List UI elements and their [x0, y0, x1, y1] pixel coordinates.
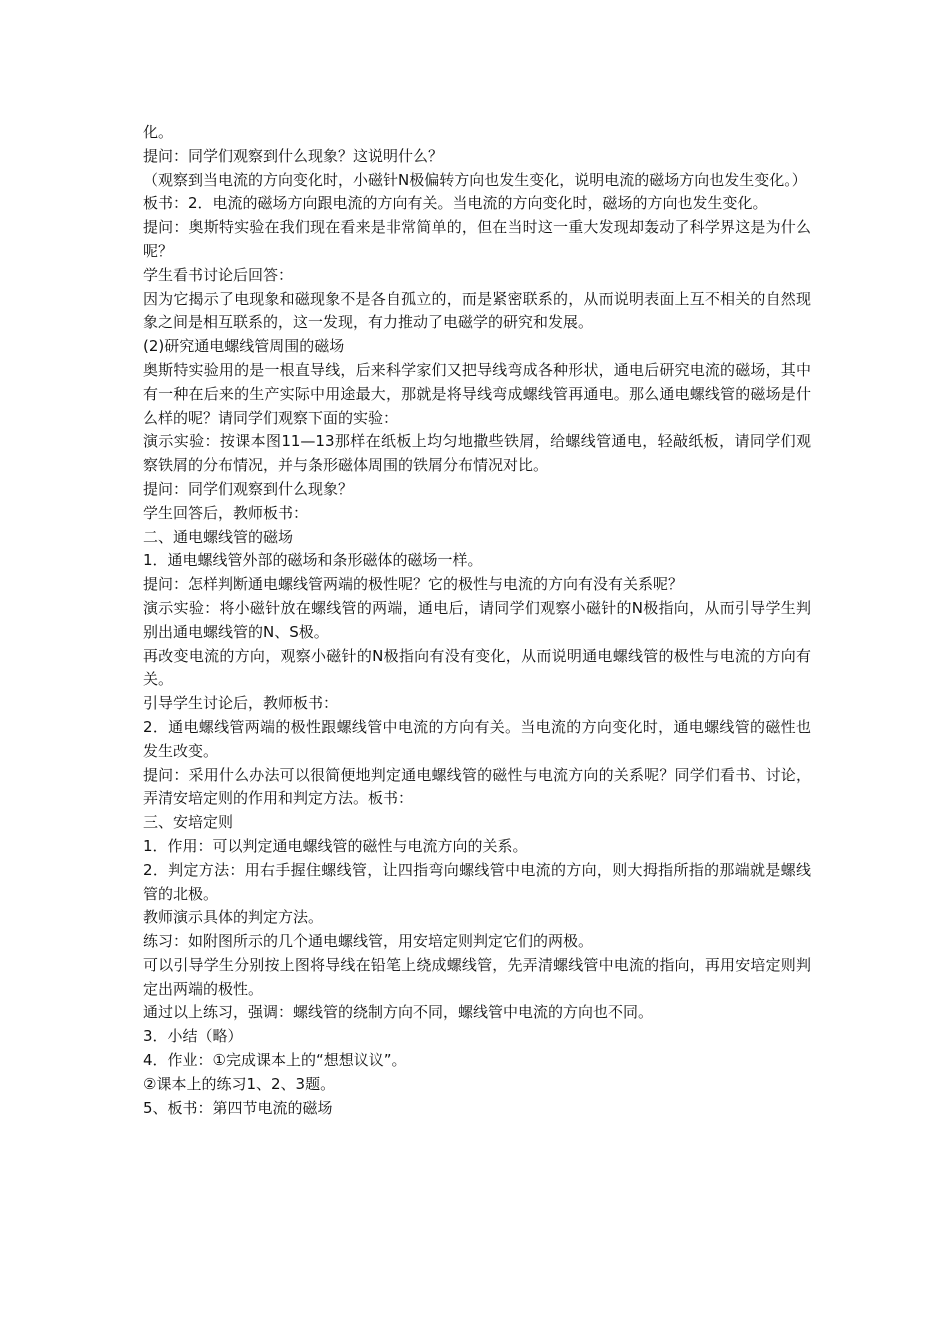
paragraph: 提问：采用什么办法可以很简便地判定通电螺线管的磁性与电流方向的关系呢？同学们看书、讨论，弄清安培定则的作用和判定方法。板书： [143, 765, 811, 808]
paragraph: 提问：奥斯特实验在我们现在看来是非常简单的，但在当时这一重大发现却轰动了科学界这是为什么呢？ [143, 218, 811, 260]
paragraph: (2)研究通电螺线管周围的磁场 [143, 337, 345, 356]
paragraph: 2．通电螺线管两端的极性跟螺线管中电流的方向有关。当电流的方向变化时，通电螺线管的磁性也发生改变。 [143, 717, 811, 760]
paragraph: 奥斯特实验用的是一根直导线，后来科学家们又把导线弯成各种形状，通电后研究电流的磁场，其中有一种在后来的生产实际中用途最大，那就是将导线弯成螺线管再通电。那么通电螺线管的磁场是什么样的呢？请同学们观察下面的实验： [143, 360, 811, 427]
paragraph: 3．小结（略） [143, 1027, 243, 1046]
section-heading: 三、安培定则 [143, 813, 234, 832]
paragraph: 再改变电流的方向，观察小磁针的N极指向有没有变化，从而说明通电螺线管的极性与电流的方向有关。 [143, 646, 811, 689]
paragraph: ②课本上的练习1、2、3题。 [143, 1074, 336, 1093]
paragraph: 演示实验：将小磁针放在螺线管的两端，通电后，请同学们观察小磁针的N极指向，从而引导学生判别出通电螺线管的N、S极。 [143, 598, 811, 641]
paragraph: 提问：同学们观察到什么现象？这说明什么？ [143, 146, 444, 165]
paragraph: 练习：如附图所示的几个通电螺线管，用安培定则判定它们的两极。 [143, 932, 594, 951]
paragraph: 1．通电螺线管外部的磁场和条形磁体的磁场一样。 [143, 551, 483, 570]
paragraph: （观察到当电流的方向变化时，小磁针N极偏转方向也发生变化，说明电流的磁场方向也发生变化。） [143, 170, 807, 189]
document-body [143, 121, 811, 1120]
paragraph: 引导学生讨论后，教师板书： [143, 694, 339, 713]
paragraph: 2．判定方法：用右手握住螺线管，让四指弯向螺线管中电流的方向，则大拇指所指的那端就是螺线管的北极。 [143, 860, 811, 903]
paragraph: 演示实验：按课本图11—13那样在纸板上均匀地撒些铁屑，给螺线管通电，轻敲纸板，请同学们观察铁屑的分布情况，并与条形磁体周围的铁屑分布情况对比。 [143, 432, 811, 475]
paragraph: 提问：同学们观察到什么现象？ [143, 479, 354, 498]
section-heading: 二、通电螺线管的磁场 [143, 527, 294, 546]
paragraph: 因为它揭示了电现象和磁现象不是各自孤立的，而是紧密联系的，从而说明表面上互不相关的自然现象之间是相互联系的，这一发现，有力推动了电磁学的研究和发展。 [143, 289, 811, 332]
paragraph: 4．作业：①完成课本上的“想想议议”。 [143, 1051, 407, 1070]
paragraph: 教师演示具体的判定方法。 [143, 908, 324, 927]
paragraph: 化。 [143, 123, 174, 141]
paragraph: 可以引导学生分别按上图将导线在铅笔上绕成螺线管，先弄清螺线管中电流的指向，再用安培定则判定出两端的极性。 [143, 955, 811, 998]
paragraph: 提问：怎样判断通电螺线管两端的极性呢？它的极性与电流的方向有没有关系呢？ [143, 575, 684, 594]
paragraph: 通过以上练习，强调：螺线管的绕制方向不同，螺线管中电流的方向也不同。 [143, 1003, 654, 1022]
paragraph: 学生看书讨论后回答： [143, 265, 294, 284]
paragraph: 1．作用：可以判定通电螺线管的磁性与电流方向的关系。 [143, 836, 528, 855]
paragraph: 板书：2．电流的磁场方向跟电流的方向有关。当电流的方向变化时，磁场的方向也发生变化。 [143, 194, 768, 213]
paragraph: 学生回答后，教师板书： [143, 503, 309, 522]
paragraph: 5、板书：第四节电流的磁场 [143, 1098, 333, 1117]
